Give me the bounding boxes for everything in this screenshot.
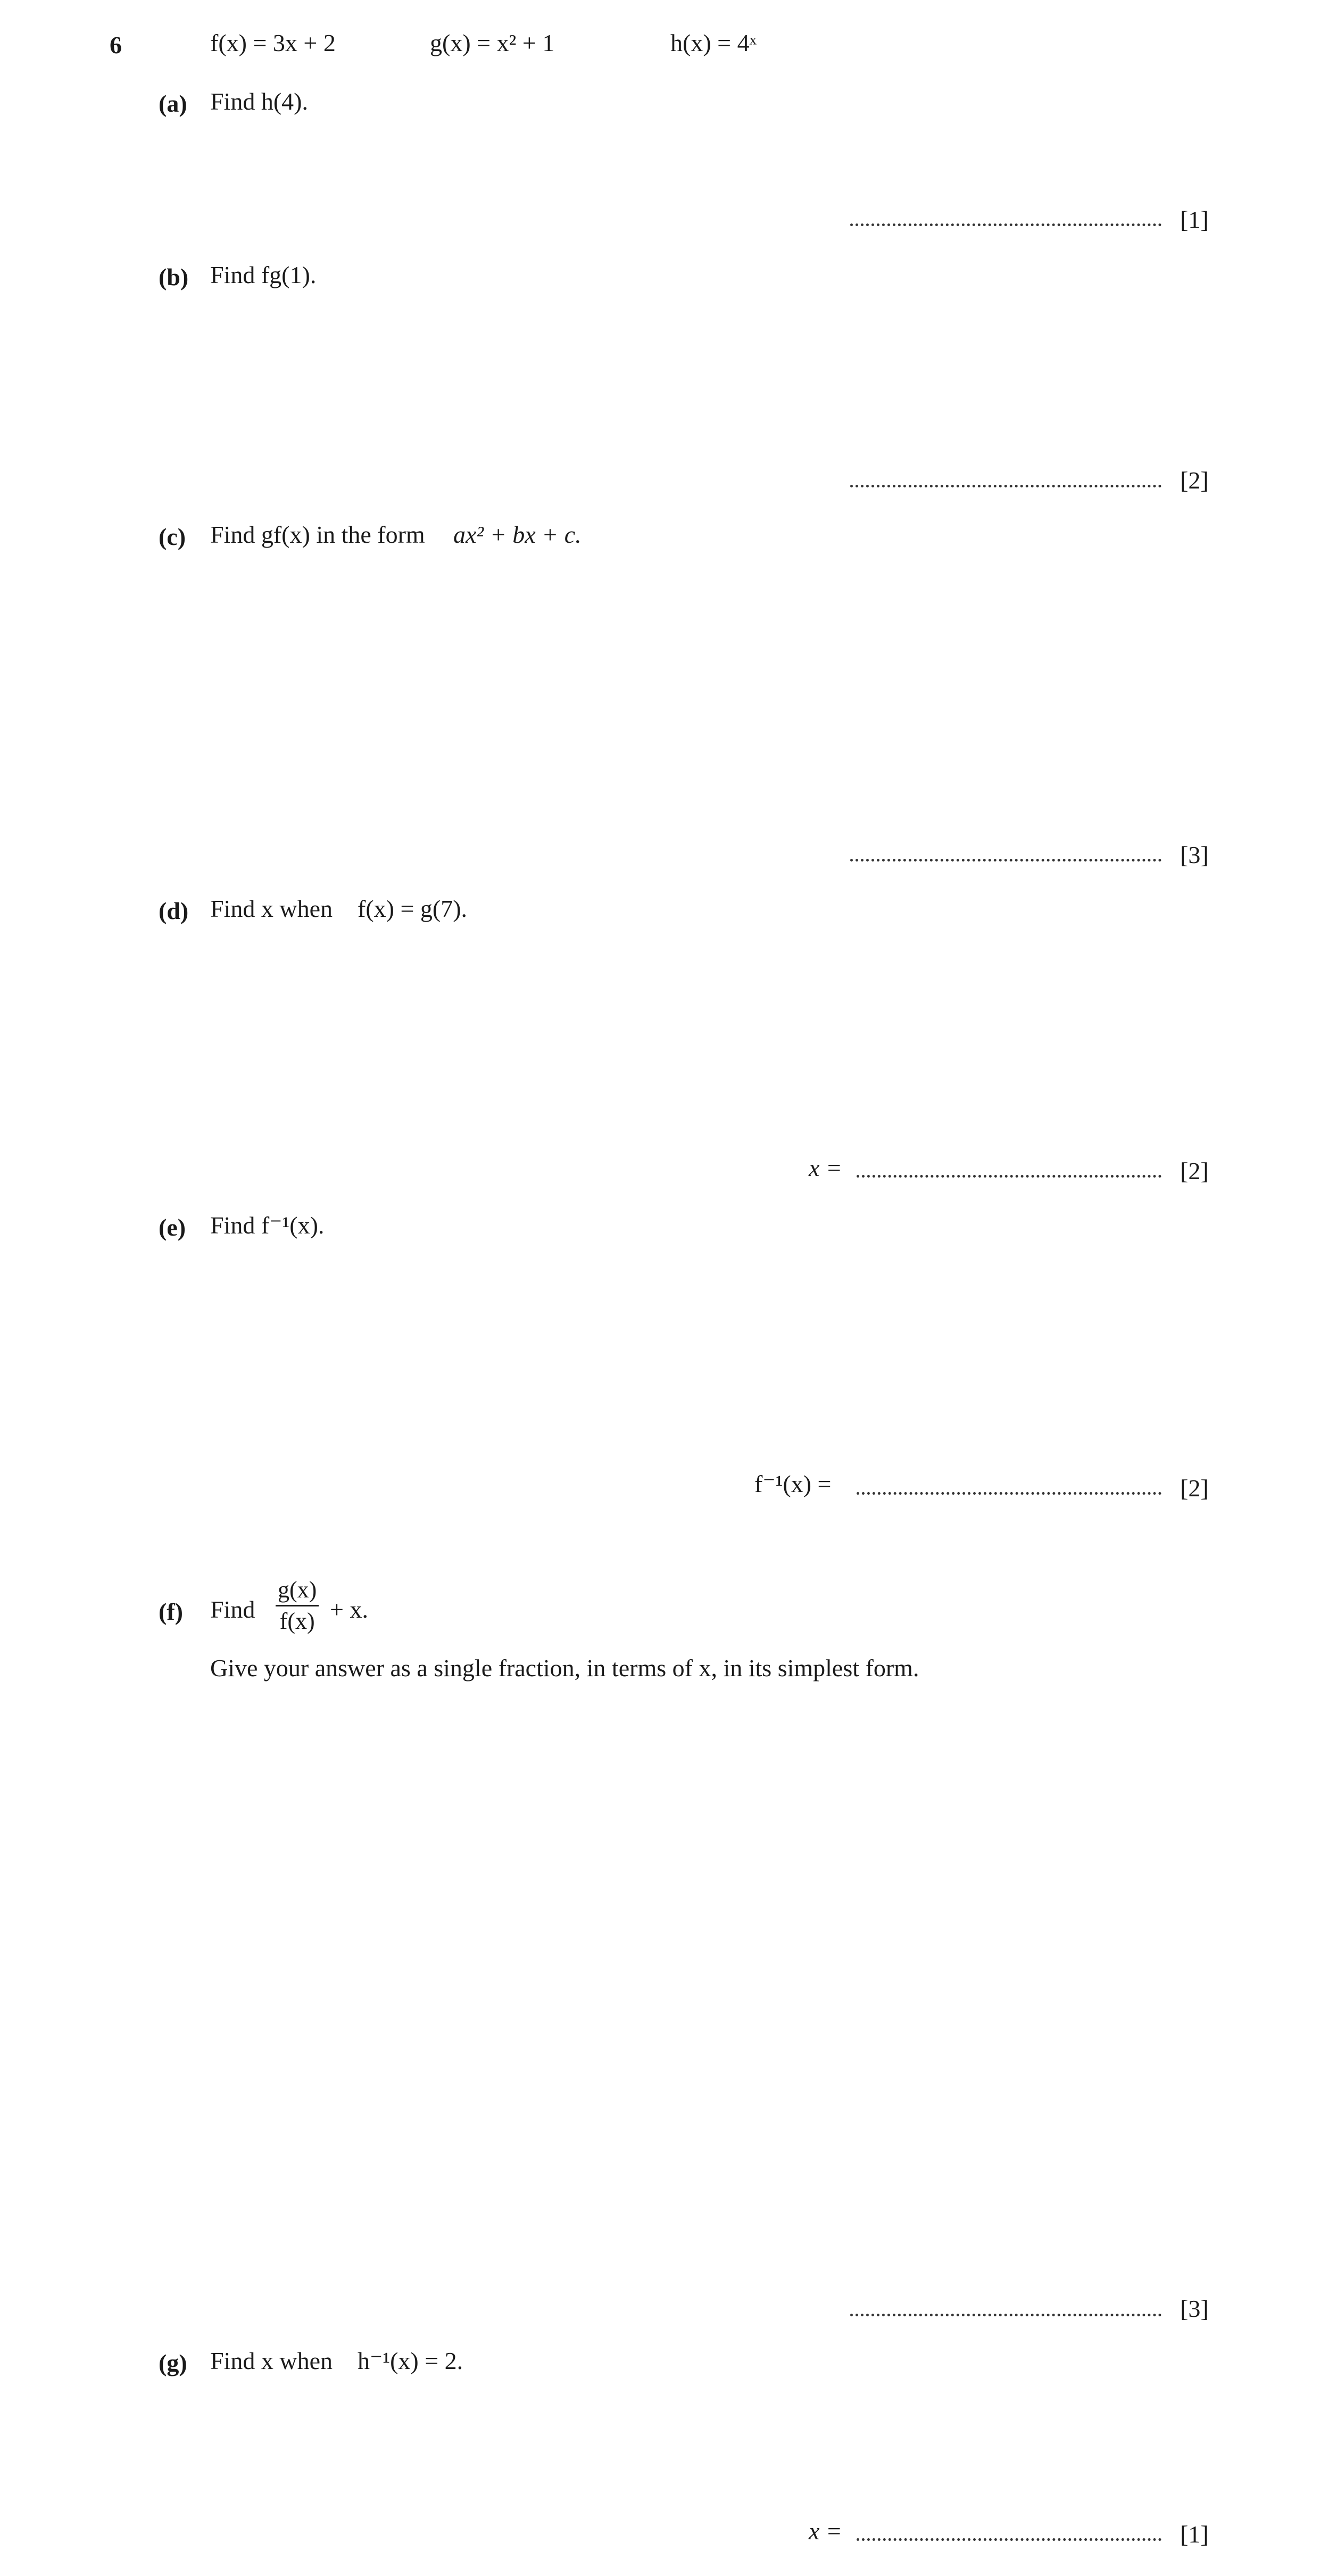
part-f-marks: [3] — [1180, 2295, 1209, 2322]
part-b-question: Find fg(1). — [210, 261, 317, 288]
part-b-marks: [2] — [1180, 467, 1209, 494]
part-d-question: Find x when — [210, 895, 333, 922]
part-f-instruction: Give your answer as a single fraction, in terms of x, in its simplest form. — [210, 1654, 919, 1682]
part-f-answer-line[interactable] — [850, 2309, 1161, 2319]
part-b-answer-line[interactable] — [850, 481, 1161, 490]
part-f-after-fraction: + x. — [330, 1596, 368, 1623]
part-f-label: (f) — [159, 1598, 183, 1625]
part-e-answer-prefix: f⁻¹(x) = — [754, 1470, 832, 1497]
part-g-answer-prefix: x = — [809, 2517, 842, 2545]
function-h-definition: h(x) = 4ˣ — [670, 29, 757, 56]
part-f-fraction-numerator: g(x) — [276, 1577, 319, 1606]
part-a-answer-line[interactable] — [850, 219, 1161, 229]
part-c-marks: [3] — [1180, 841, 1209, 868]
part-d-marks: [2] — [1180, 1157, 1209, 1185]
part-g-label: (g) — [159, 2349, 187, 2376]
part-e-question: Find f⁻¹(x). — [210, 1212, 325, 1239]
part-d-answer-line[interactable] — [857, 1171, 1161, 1180]
part-g-question: Find x when — [210, 2347, 333, 2374]
part-e-label: (e) — [159, 1214, 186, 1241]
part-e-answer-line[interactable] — [857, 1488, 1161, 1497]
function-f-definition: f(x) = 3x + 2 — [210, 29, 336, 56]
part-g-marks: [1] — [1180, 2521, 1209, 2548]
function-g-definition: g(x) = x² + 1 — [430, 29, 555, 56]
question-number: 6 — [110, 31, 122, 59]
part-c-expression: ax² + bx + c. — [453, 521, 582, 548]
part-c-answer-line[interactable] — [850, 855, 1161, 864]
part-f-fraction — [276, 1577, 319, 1634]
part-c-label: (c) — [159, 523, 186, 550]
part-d-label: (d) — [159, 897, 189, 924]
part-a-marks: [1] — [1180, 206, 1209, 233]
part-g-expression: h⁻¹(x) = 2. — [358, 2347, 463, 2374]
part-b-label: (b) — [159, 263, 189, 291]
part-f-question: Find — [210, 1596, 255, 1623]
part-c-question: Find gf(x) in the form — [210, 521, 425, 548]
part-g-answer-line[interactable] — [857, 2534, 1161, 2544]
part-a-question: Find h(4). — [210, 88, 308, 115]
part-e-marks: [2] — [1180, 1475, 1209, 1502]
part-f-fraction-denominator: f(x) — [279, 1608, 315, 1634]
part-d-answer-prefix: x = — [809, 1154, 842, 1181]
part-d-expression: f(x) = g(7). — [358, 895, 468, 922]
part-a-label: (a) — [159, 90, 187, 117]
